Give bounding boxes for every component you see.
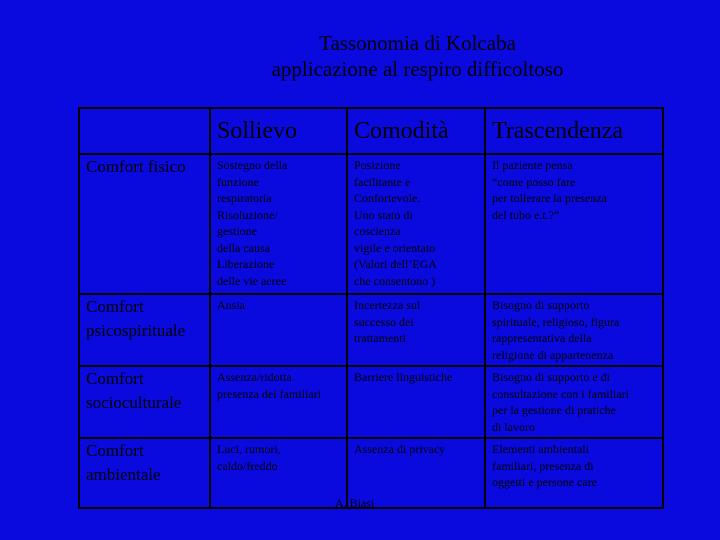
table-cell: Barriere linguistiche (347, 366, 485, 438)
table-row (79, 294, 663, 366)
row-label-ambientale: Comfort ambientale (79, 438, 210, 508)
header-sollievo: Sollievo (210, 108, 347, 154)
taxonomy-table (78, 107, 664, 509)
table-cell: Luci, rumori, caldo/freddo (210, 438, 347, 508)
row-label-socioculturale: Comfort socioculturale (79, 366, 210, 438)
author-watermark: A. Biasi (335, 496, 375, 510)
table-cell: Posizione facilitante e Confortevole. Uno stato di coscienza vigile e orientato (Valori dell’EGA che consentono ) (347, 154, 485, 294)
table-cell: Incertezza sul successo dei trattamenti (347, 294, 485, 366)
table-cell: Assenza/ridotta presenza dei familiari (210, 366, 347, 438)
table-cell: Ansia (210, 294, 347, 366)
table-row (79, 154, 663, 294)
table-cell: Il paziente pensa “come posso fare per tollerare la presenza del tubo e.t.?” (485, 154, 663, 294)
table-cell: Bisogno di supporto spirituale, religioso, figura rappresentativa della religione di appartenenza (485, 294, 663, 366)
table-cell: Bisogno di supporto e di consultazione con i familiari per la gestione di pratiche di lavoro (485, 366, 663, 438)
title-line-1: Tassonomia di Kolcaba (319, 31, 516, 55)
table-cell: Sostegno della funzione respiratoria Risoluzione/ gestione della causa Liberazione delle vie aeree (210, 154, 347, 294)
row-label-psicospirituale: Comfort psicospirituale (79, 294, 210, 366)
header-empty-cell (79, 108, 210, 154)
table-cell: Elementi ambientali familiari, presenza di oggetti e persone care (485, 438, 663, 508)
header-comodita: Comodità (347, 108, 485, 154)
table-row (79, 366, 663, 438)
title-line-2: applicazione al respiro difficoltoso (271, 57, 564, 81)
header-row (79, 108, 663, 154)
header-trascendenza: Trascendenza (485, 108, 663, 154)
slide-title (0, 30, 720, 82)
row-label-fisico: Comfort fisico (79, 154, 210, 294)
table-cell: Assenza di privacy (347, 438, 485, 508)
